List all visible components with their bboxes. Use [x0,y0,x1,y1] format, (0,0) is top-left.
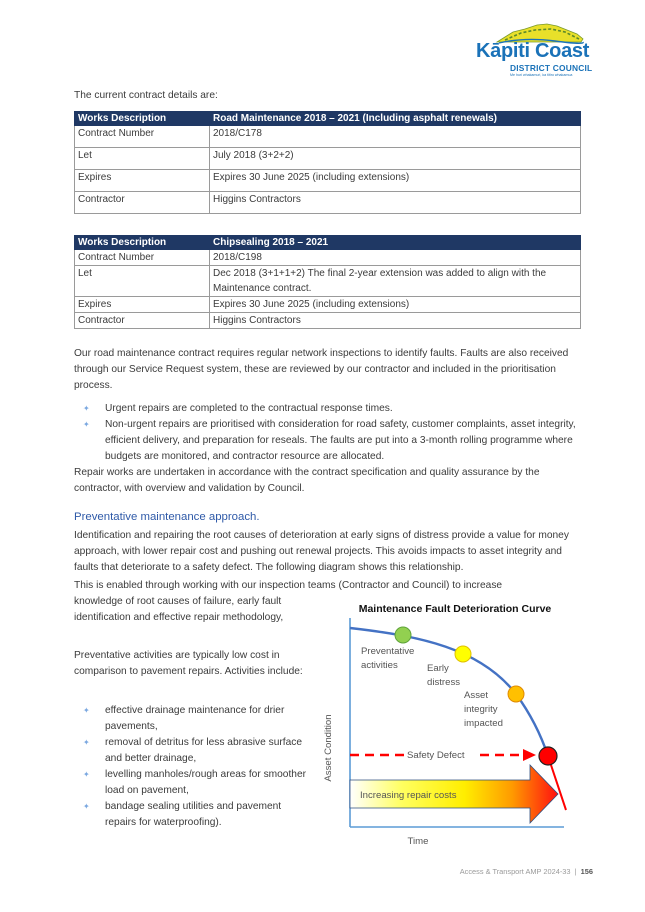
table-cell-value: Higgins Contractors [210,313,581,329]
bullet-icon: ✦ [83,738,90,747]
table-row [75,266,581,297]
table-cell-value: 2018/C198 [210,250,581,266]
list-item-text: bandage sealing utilities and pavement repairs for waterproofing). [105,801,282,828]
stage-marker-preventative [395,627,411,643]
table-cell-value: July 2018 (3+2+2) [210,148,581,170]
table-row [75,192,581,214]
table-cell-label: Let [75,148,210,170]
y-axis-label: Asset Condition [323,714,334,782]
table-header-cell: Works Description [75,236,210,250]
stage-label-asset-integrity: Asset integrity impacted [464,690,503,729]
stage-label-early-distress: Early distress [427,663,461,688]
stage-marker-safety-defect [539,747,557,765]
paragraph-preventative: Identification and repairing the root causes of deterioration at early signs of distress provide a value for money approach, with lower repair cost and pushing out renewal projects. This avoids impacts to asset integrity and faults that deteriorate to a safety defect. The following diagram shows this relationship. [74,530,569,573]
diagram-title: Maintenance Fault Deterioration Curve [358,603,552,615]
bullet-icon: ✦ [83,404,90,413]
table-cell-label: Contract Number [75,250,210,266]
logo-subtitle: DISTRICT COUNCIL [510,63,593,73]
paragraph-inspection-teams-line1: This is enabled through working with our inspection teams (Contractor and Council) to increase [74,580,503,591]
table-row [75,313,581,329]
table-row [75,126,581,148]
council-logo [470,22,620,78]
bullet-icon: ✦ [83,802,90,811]
safety-defect-arrowhead [523,749,536,761]
stage-label-preventative: Preventative activities [361,646,415,671]
page-number: 156 [580,867,593,876]
table-cell-value: 2018/C178 [210,126,581,148]
bullet-icon: ✦ [83,706,90,715]
page-footer [460,867,593,876]
table-cell-value: Higgins Contractors [210,192,581,214]
logo-title: Kāpiti Coast [476,40,590,62]
logo-tagline: Me huri whakamuri, ka titiro whakamua [510,73,573,77]
paragraph-inspection-teams-rest: knowledge of root causes of failure, early fault identification and effective repair methodology, [74,596,284,623]
repair-cost-arrow-label: Increasing repair costs [360,790,457,801]
paragraph-activities: Preventative activities are typically low cost in comparison to pavement repairs. Activities include: [74,650,303,677]
stage-marker-early-distress [455,646,471,662]
list-item [74,735,314,767]
table-header-cell: Works Description [75,112,210,126]
contract-table-chipsealing [74,235,581,329]
deterioration-curve-diagram [310,598,600,858]
table-cell-label: Let [75,266,210,297]
activities-list [74,703,314,831]
list-item-text: levelling manholes/rough areas for smoother load on pavement, [105,769,307,796]
paragraph-repair-works: Repair works are undertaken in accordance with the contract specification and quality assurance by the contractor, with overview and validation by Council. [74,467,540,494]
table-cell-label: Contractor [75,313,210,329]
table-row [75,170,581,192]
table-header-cell: Road Maintenance 2018 – 2021 (Including asphalt renewals) [210,112,581,126]
table-cell-value: Dec 2018 (3+1+1+2) The final 2-year extension was added to align with the Maintenance contract. [210,266,581,297]
diagram-canvas [310,598,600,858]
x-axis-label: Time [407,836,429,847]
table-cell-value: Expires 30 June 2025 (including extensions) [210,170,581,192]
safety-defect-label: Safety Defect [407,750,465,761]
list-item-text: effective drainage maintenance for drier pavements, [105,705,285,732]
footer-separator: | [574,867,577,876]
stage-marker-asset-integrity [508,686,524,702]
table-header-row [75,112,581,126]
list-item [74,799,314,831]
repair-priority-list [74,401,584,465]
intro-text: The current contract details are: [74,90,218,101]
table-cell-label: Expires [75,297,210,313]
list-item-text: Non-urgent repairs are prioritised with consideration for road safety, customer complaints, asset integrity, efficient delivery, and preparation for reseals. The faults are put into a 3-month rolling programme where budgets are monitored, and contractor resource are allocated. [105,419,576,462]
table-cell-value: Expires 30 June 2025 (including extensions) [210,297,581,313]
table-cell-label: Contract Number [75,126,210,148]
list-item [74,417,584,465]
section-heading: Preventative maintenance approach. [74,511,260,523]
table-cell-label: Expires [75,170,210,192]
contract-table-road-maintenance [74,111,581,214]
table-row [75,297,581,313]
paragraph-inspections: Our road maintenance contract requires regular network inspections to identify faults. Faults are also received through our Service Request system, these are reviewed by our contractor and included in the prioritisation process. [74,348,569,391]
list-item [74,703,314,735]
table-row [75,250,581,266]
table-header-row [75,236,581,250]
table-cell-label: Contractor [75,192,210,214]
list-item [74,767,314,799]
bullet-icon: ✦ [83,420,90,429]
bullet-icon: ✦ [83,770,90,779]
list-item-text: Urgent repairs are completed to the contractual response times. [105,403,393,414]
list-item [74,401,584,417]
footer-document-title: Access & Transport AMP 2024-33 [459,867,571,876]
table-header-cell: Chipsealing 2018 – 2021 [210,236,581,250]
table-row [75,148,581,170]
list-item-text: removal of detritus for less abrasive surface and better drainage, [105,737,303,764]
